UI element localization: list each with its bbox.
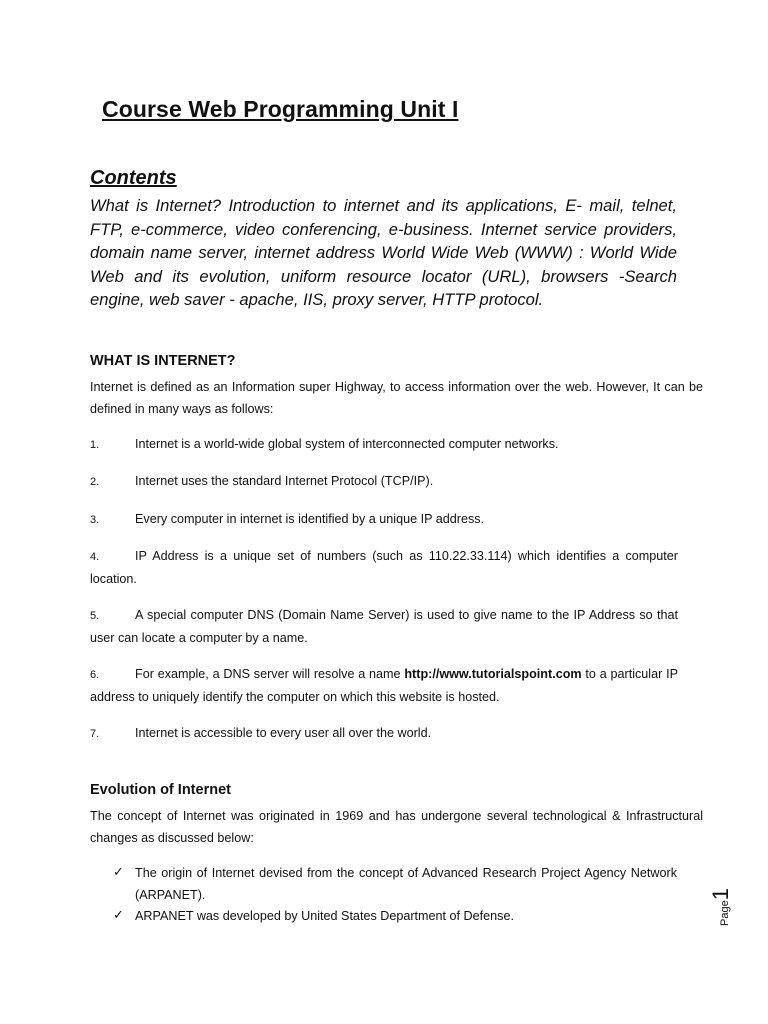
list-item xyxy=(90,604,678,649)
list-item-number: 4. xyxy=(90,551,100,563)
list-item-number: 3. xyxy=(90,514,100,526)
list-item-text: Internet is accessible to every user all over the world. xyxy=(135,726,432,740)
page-footer xyxy=(708,870,748,930)
list-item-number: 7. xyxy=(90,728,100,740)
list-item-text: A special computer DNS (Domain Name Server) is used to give name to the IP Address so that user can locate a computer by a name. xyxy=(90,608,678,645)
tutorialspoint-link[interactable]: http://www.tutorialspoint.com xyxy=(404,667,582,681)
check-list-item xyxy=(113,905,677,927)
list-item-text: Internet uses the standard Internet Protocol (TCP/IP). xyxy=(135,474,434,488)
list-item-number: 1. xyxy=(90,439,100,451)
check-list-text: The origin of Internet devised from the concept of Advanced Research Project Agency Network (ARPANET). xyxy=(135,866,677,902)
list-item xyxy=(90,722,678,745)
check-list-text: ARPANET was developed by United States Department of Defense. xyxy=(135,909,514,923)
list-item-text: to a particular IP address to uniquely identify the computer on which this website is hosted. xyxy=(90,667,678,704)
list-item-text: For example, a DNS server will resolve a name xyxy=(135,667,405,681)
what-is-internet-heading: WHAT IS INTERNET? xyxy=(90,353,236,369)
course-title: Course Web Programming Unit I xyxy=(102,96,459,122)
list-item-text: Internet is a world-wide global system of interconnected computer networks. xyxy=(135,437,559,451)
list-item-number: 2. xyxy=(90,476,100,488)
list-item xyxy=(90,545,678,590)
contents-heading: Contents xyxy=(90,167,177,189)
checkmark-icon: ✓ xyxy=(113,865,124,880)
list-item-text: IP Address is a unique set of numbers (such as 110.22.33.114) which identifies a computer location. xyxy=(90,549,678,586)
checkmark-icon: ✓ xyxy=(113,908,124,923)
evolution-intro: The concept of Internet was originated in 1969 and has undergone several technological & Infrastructural changes as discussed below: xyxy=(90,809,703,845)
page-number: 1 xyxy=(708,888,733,901)
check-list-item xyxy=(113,862,677,906)
what-is-internet-intro: Internet is defined as an Information super Highway, to access information over the web. However, It can be defined in many ways as follows: xyxy=(90,380,703,416)
list-item xyxy=(90,433,678,456)
contents-body: What is Internet? Introduction to internet and its applications, E- mail, telnet, FTP, e-commerce, video conferencing, e-business. Internet service providers, domain name server, internet address World Wide Web (WWW) : World Wide Web and its evolution, uniform resource locator (URL), browsers -Search engine, web saver - apache, IIS, proxy server, HTTP protocol. xyxy=(90,196,677,310)
evolution-heading: Evolution of Internet xyxy=(90,782,231,798)
page-word: Page xyxy=(719,900,731,926)
list-item xyxy=(90,663,678,708)
page-number-label xyxy=(708,888,734,926)
list-item-number: 6. xyxy=(90,669,100,681)
list-item xyxy=(90,470,678,493)
list-item-number: 5. xyxy=(90,610,100,622)
list-item xyxy=(90,508,678,531)
list-item-text: Every computer in internet is identified by a unique IP address. xyxy=(135,512,485,526)
